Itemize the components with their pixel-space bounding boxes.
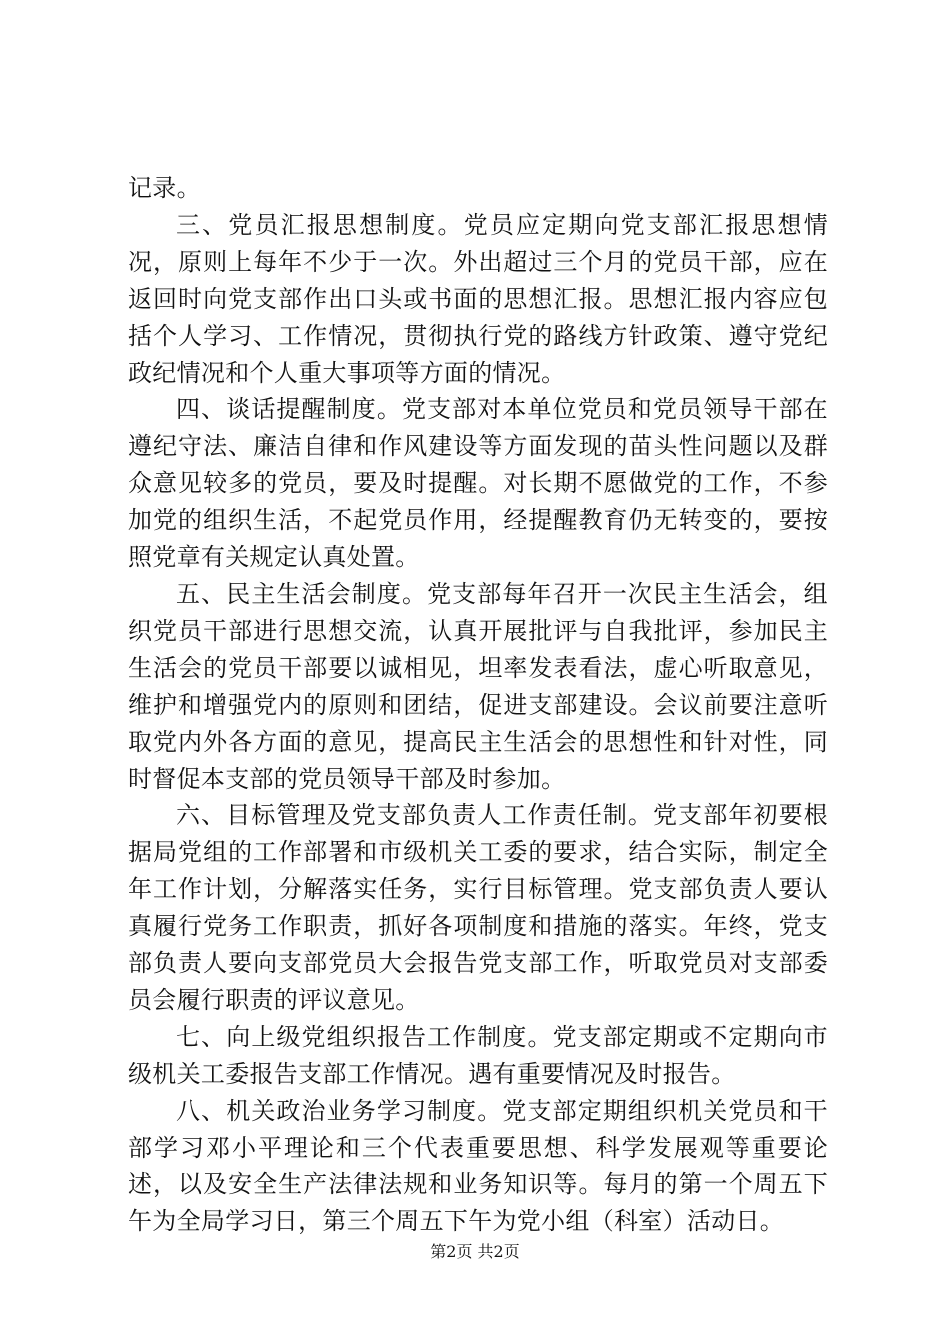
paragraph-continuation: 记录。	[128, 174, 201, 202]
document-body	[128, 170, 828, 1240]
paragraph-section-7: 七、向上级党组织报告工作制度。党支部定期或不定期向市级机关工委报告支部工作情况。遇有重要情况及时报告。	[128, 1022, 828, 1088]
page-footer: 第2页 共2页	[430, 1242, 520, 1261]
paragraph-section-3: 三、党员汇报思想制度。党员应定期向党支部汇报思想情况，原则上每年不少于一次。外出超过三个月的党员干部，应在返回时向党支部作出口头或书面的思想汇报。思想汇报内容应包括个人学习、工作情况，贯彻执行党的路线方针政策、遵守党纪政纪情况和个人重大事项等方面的情况。	[128, 210, 828, 387]
paragraph-section-4: 四、谈话提醒制度。党支部对本单位党员和党员领导干部在遵纪守法、廉洁自律和作风建设等方面发现的苗头性问题以及群众意见较多的党员，要及时提醒。对长期不愿做党的工作，不参加党的组织生活，不起党员作用，经提醒教育仍无转变的，要按照党章有关规定认真处置。	[128, 395, 828, 572]
paragraph-section-5: 五、民主生活会制度。党支部每年召开一次民主生活会，组织党员干部进行思想交流，认真开展批评与自我批评，参加民主生活会的党员干部要以诚相见，坦率发表看法，虚心听取意见，维护和增强党内的原则和团结，促进支部建设。会议前要注意听取党内外各方面的意见，提高民主生活会的思想性和针对性，同时督促本支部的党员领导干部及时参加。	[128, 579, 828, 793]
paragraph-section-8: 八、机关政治业务学习制度。党支部定期组织机关党员和干部学习邓小平理论和三个代表重要思想、科学发展观等重要论述，以及安全生产法律法规和业务知识等。每月的第一个周五下午为全局学习日，第三个周五下午为党小组（科室）活动日。	[128, 1096, 828, 1236]
paragraph-section-6: 六、目标管理及党支部负责人工作责任制。党支部年初要根据局党组的工作部署和市级机关工委的要求，结合实际，制定全年工作计划，分解落实任务，实行目标管理。党支部负责人要认真履行党务工作职责，抓好各项制度和措施的落实。年终，党支部负责人要向支部党员大会报告党支部工作，听取党员对支部委员会履行职责的评议意见。	[128, 801, 828, 1014]
